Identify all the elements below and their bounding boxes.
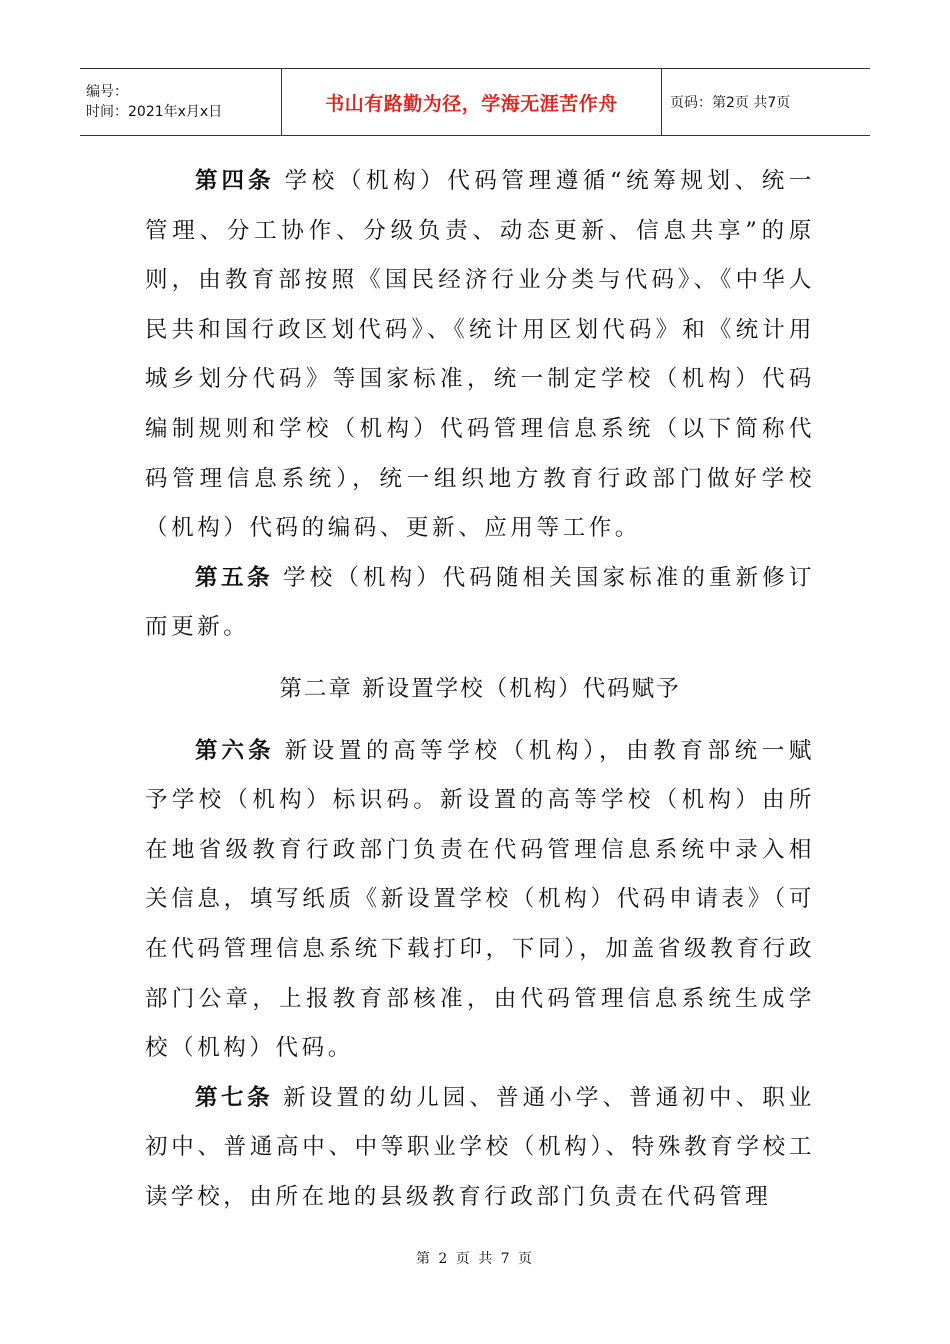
- article-text: 新设置的高等学校（机构），由教育部统一赋予学校（机构）标识码。新设置的高等学校（机构）由所在地省级教育行政部门负责在代码管理信息系统中录入相关信息，填写纸质《新设置学校（机构）代码申请表》（可在代码管理信息系统下载打印，下同），加盖省级教育行政部门公章，上报教育部核准，由代码管理信息系统生成学校（机构）代码。: [145, 737, 815, 1062]
- article-label: 第六条: [195, 737, 275, 764]
- article-5: [145, 554, 815, 653]
- chapter-title: 第二章 新设置学校（机构）代码赋予: [279, 675, 681, 702]
- document-body: [145, 157, 815, 1222]
- article-text: 新设置的幼儿园、普通小学、普通初中、职业初中、普通高中、中等职业学校（机构）、特殊教育学校工读学校，由所在地的县级教育行政部门负责在代码管理: [145, 1084, 815, 1210]
- article-6: [145, 727, 815, 1074]
- header-meta: [80, 69, 282, 135]
- page-footer: 第 2 页 共 7 页: [415, 1251, 535, 1267]
- article-text: 学校（机构）代码随相关国家标准的重新修订而更新。: [145, 564, 815, 641]
- header-motto: 书山有路勤为径，学海无涯苦作舟: [325, 92, 618, 115]
- page-header: [80, 68, 870, 136]
- header-motto-cell: [282, 69, 662, 135]
- header-page-info: 页码：第2页 共7页: [670, 95, 791, 111]
- header-page-info-cell: [662, 69, 870, 135]
- document-time-label: 时间：2021年x月x日: [86, 104, 223, 120]
- article-4: [145, 157, 815, 554]
- article-label: 第五条: [195, 564, 274, 591]
- article-7: [145, 1074, 815, 1223]
- article-label: 第四条: [195, 168, 275, 194]
- document-number-label: 编号：: [86, 84, 128, 100]
- article-text: 学校（机构）代码管理遵循“统筹规划、统一管理、分工协作、分级负责、动态更新、信息共享”的原则，由教育部按照《国民经济行业分类与代码》、《中华人民共和国行政区划代码》、《统计用区划代码》和《统计用城乡划分代码》等国家标准，统一制定学校（机构）代码编制规则和学校（机构）代码管理信息系统（以下简称代码管理信息系统），统一组织地方教育行政部门做好学校（机构）代码的编码、更新、应用等工作。: [145, 168, 815, 542]
- article-label: 第七条: [195, 1084, 274, 1111]
